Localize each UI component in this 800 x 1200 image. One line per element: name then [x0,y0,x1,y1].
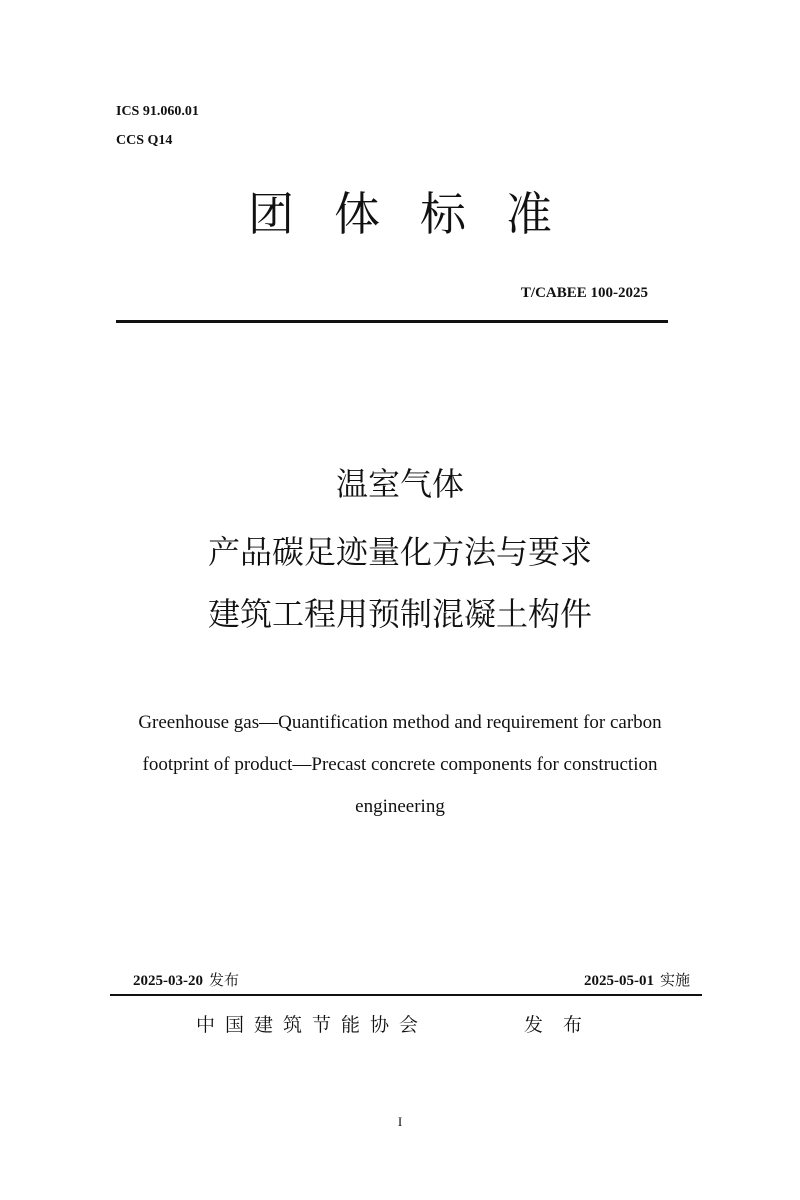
bottom-divider [110,994,702,996]
issue-date-block [133,970,239,991]
english-title: Greenhouse gas—Quantification method and requirement for carbon footprint of product—Precast concrete components for construction engineering [138,712,662,817]
implementation-date: 2025-05-01 [583,973,654,989]
issue-date: 2025-03-20 [133,973,203,989]
chinese-title-line-2: 产品碳足迹量化方法与要求 [207,533,592,571]
implementation-label: 实施 [659,971,690,989]
chinese-title-line-1: 温室气体 [335,465,464,503]
standard-number: T/CABEE 100-2025 [520,285,648,301]
issue-label: 发布 [209,971,240,989]
implementation-date-block [584,970,690,991]
ccs-code: CCS Q14 [116,133,173,148]
ics-code: ICS 91.060.01 [116,104,199,119]
document-type-title: 团体标准 [248,187,592,241]
chinese-title-line-3: 建筑工程用预制混凝土构件 [207,595,592,633]
publish-label: 发布 [524,1014,603,1036]
page-number: I [397,1114,403,1129]
publisher-name: 中国建筑节能协会 [196,1014,429,1036]
top-divider [116,320,668,323]
